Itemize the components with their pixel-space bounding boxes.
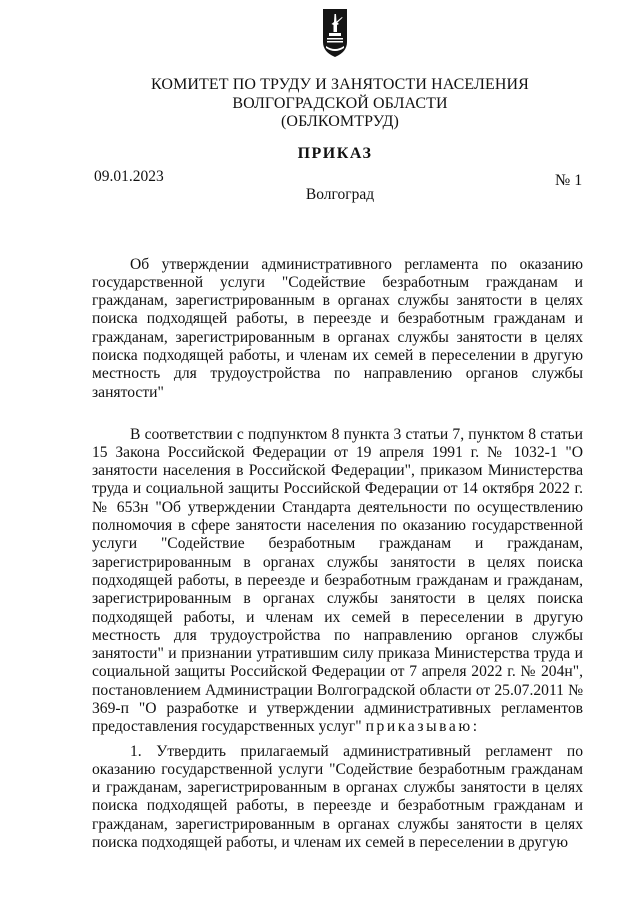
order-word: приказываю:	[365, 718, 480, 736]
preamble-text: В соответствии с подпунктом 8 пункта 3 статьи 7, пунктом 8 статьи 15 Закона Российской Федерации от 19 апреля 1991 г. № 1032-1 "О занятости населения в Российской Федерации", приказом Министерства труда и социальной защиты Российской Федерации от 14 октября 2022 г. № 653н "Об утверждении Стандарта деятельности по осуществлению полномочия в сфере занятости населения по оказанию государственной услуги "Содействие безработным гражданам и гражданам, зарегистрированным в органах службы занятости в целях поиска подходящей работы, в переезде и безработным гражданам и гражданам, зарегистрированным в органах службы занятости в целях поиска подходящей работы, и членам их семей в переселении в другую местность для трудоустройства по направлению органов службы занятости" и признании утратившим силу приказа Министерства труда и социальной защиты Российской Федерации от 7 апреля 2022 г. № 204н", постановлением Администрации Волгоградской области от 25.07.2011 № 369-п "О разработке и утверждении административных регламентов предоставления государственных услуг"	[92, 425, 583, 736]
preamble-paragraph	[92, 426, 583, 737]
header-line-1: КОМИТЕТ ПО ТРУДУ И ЗАНЯТОСТИ НАСЕЛЕНИЯ	[151, 76, 529, 93]
header-line-3: (ОБЛКОМТРУД)	[280, 113, 399, 130]
volgograd-coat-of-arms-icon	[322, 8, 348, 58]
order-city: Волгоград	[305, 186, 375, 203]
order-title-text: Об утверждении административного регламента по оказанию государственной услуги "Содействие безработным гражданам и гражданам, зарегистрированным в органах службы занятости в целях поиска подходящей работы, в переезде и безработным гражданам и гражданам, зарегистрированным в органах службы занятости в целях поиска подходящей работы, и членам их семей в переселении в другую местность для трудоустройства по направлению органов службы занятости"	[92, 255, 583, 401]
order-item-1: 1. Утвердить прилагаемый административный регламент по оказанию государственной услуги "Содействие безработным гражданам и гражданам, зарегистрированным в органах службы занятости в целях поиска подходящей работы, в переезде и безработным гражданам и гражданам, зарегистрированным в органах службы занятости в целях поиска подходящей работы, и членам их семей в переселении в другую	[92, 742, 583, 852]
header-line-2: ВОЛГОГРАДСКОЙ ОБЛАСТИ	[232, 94, 448, 112]
document-type-title: ПРИКАЗ	[297, 145, 373, 162]
organization-header	[0, 76, 640, 132]
order-number: № 1	[555, 172, 583, 189]
order-date: 09.01.2023	[94, 168, 164, 185]
